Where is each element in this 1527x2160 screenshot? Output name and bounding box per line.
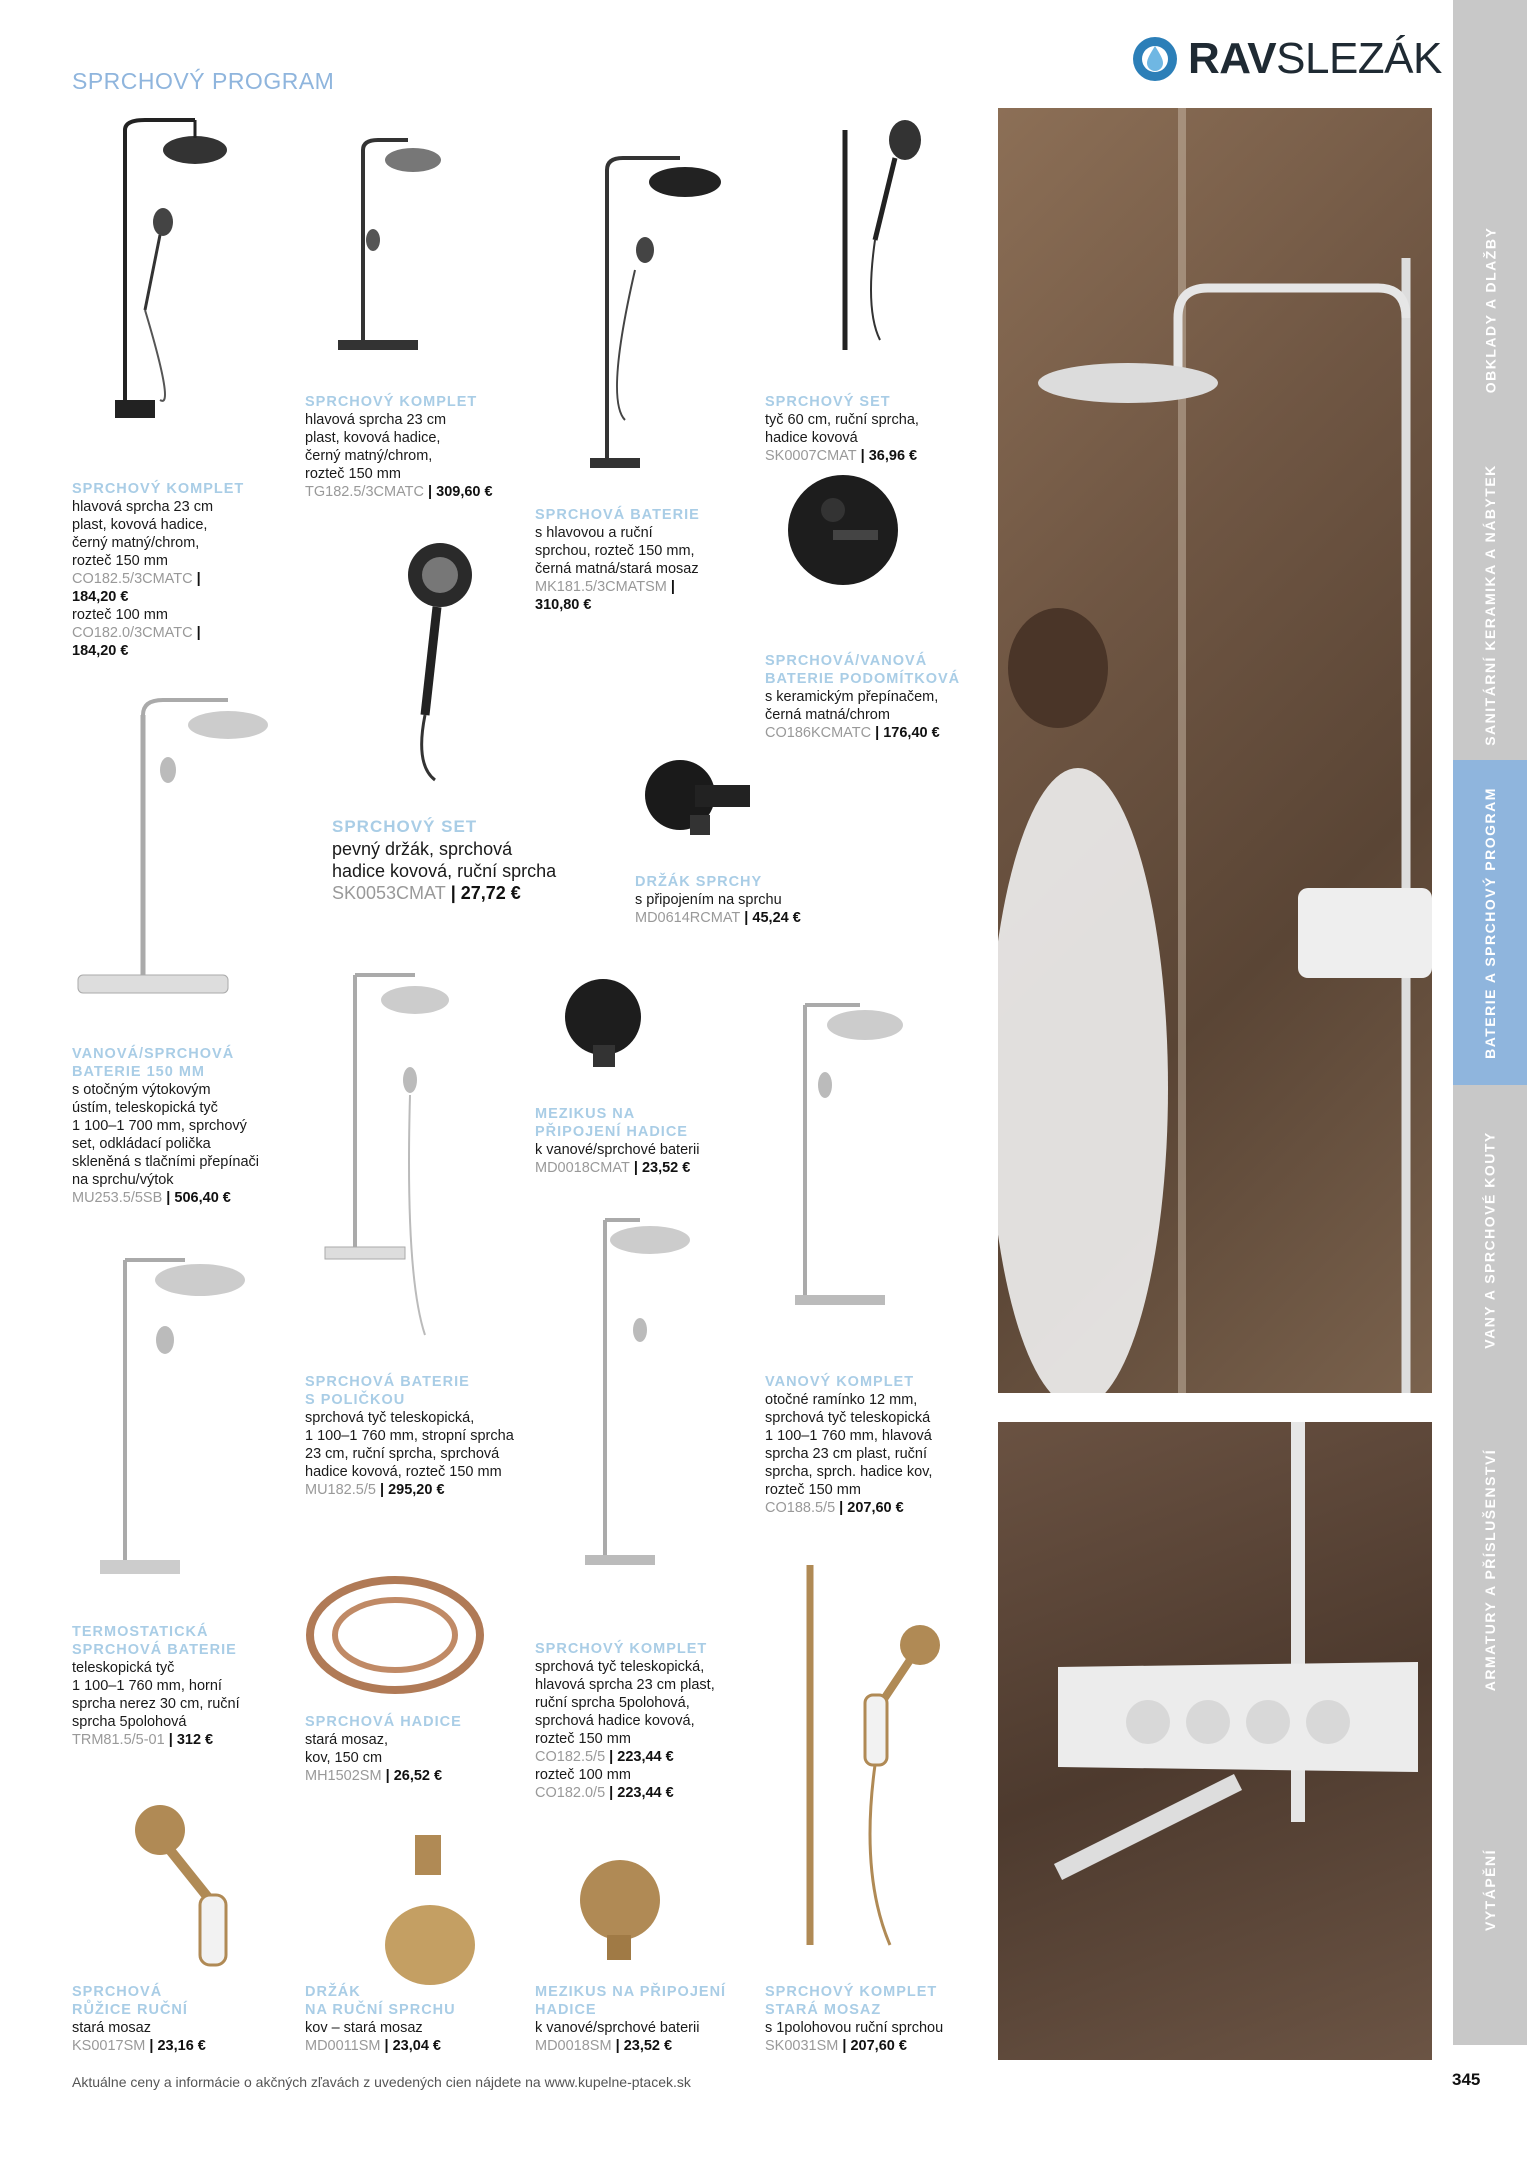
tab-keramika[interactable] <box>1453 440 1527 770</box>
product-desc: 1 100–1 760 mm, stropní sprcha <box>305 1428 514 1444</box>
product-desc: 23 cm, ruční sprcha, sprchová <box>305 1446 500 1462</box>
product-price-line <box>535 1159 699 1177</box>
product-desc: sprcha, sprch. hadice kov, <box>765 1464 933 1480</box>
product-desc: sprcha 5polohová <box>72 1714 187 1730</box>
product-code: SK0031SM <box>765 2038 839 2054</box>
price-separator: | <box>856 448 869 464</box>
product-code: MD0614RCMAT <box>635 910 741 926</box>
product-price: 223,44 € <box>617 1785 674 1801</box>
price-separator: | <box>835 1500 848 1516</box>
tab-label: OBKLADY A DLAŽBY <box>1482 226 1498 394</box>
product-desc: s 1polohovou ruční sprchou <box>765 2020 944 2036</box>
tab-label: ARMATURY A PŘÍSLUŠENSTVÍ <box>1482 1448 1499 1692</box>
product-desc: stará mosaz, <box>305 1732 388 1748</box>
price-separator: | <box>145 2038 158 2054</box>
product-code: TG182.5/3CMATC <box>305 484 424 500</box>
product-card <box>72 480 244 660</box>
product-image-shower-column <box>318 130 458 360</box>
price-separator: | <box>666 579 675 595</box>
product-desc: tyč 60 cm, ruční sprcha, <box>765 412 919 428</box>
product-price: 45,24 € <box>752 910 801 926</box>
product-code: CO182.0/3CMATC <box>72 625 193 641</box>
price-separator: | <box>380 2038 393 2054</box>
product-image-shower-column <box>85 110 235 460</box>
product-name: BATERIE 150 MM <box>72 1064 205 1080</box>
product-desc: ústím, teleskopická tyč <box>72 1100 218 1116</box>
product-card <box>765 652 960 742</box>
product-price: 309,60 € <box>436 484 493 500</box>
product-price-line <box>635 909 801 927</box>
product-name: SPRCHOVÝ KOMPLET <box>72 481 245 497</box>
product-name: SPRCHOVÁ <box>72 1984 163 2000</box>
product-image-shower-hose <box>295 1565 495 1715</box>
product-price: 295,20 € <box>388 1482 445 1498</box>
tab-label: VANY A SPRCHOVÉ KOUTY <box>1482 1131 1499 1349</box>
product-image-shower-shelf <box>315 955 465 1345</box>
price-separator: | <box>445 883 461 903</box>
price-separator: | <box>740 910 753 926</box>
product-name: MEZIKUS NA <box>535 1106 636 1122</box>
price-separator: | <box>871 725 884 741</box>
product-price-line <box>305 1767 462 1785</box>
product-desc: černý matný/chrom, <box>305 448 433 464</box>
product-desc: plast, kovová hadice, <box>72 517 208 533</box>
price-separator: | <box>838 2038 851 2054</box>
product-price: 223,44 € <box>617 1749 674 1765</box>
product-card <box>535 1640 715 1802</box>
product-name: SPRCHOVÁ BATERIE <box>305 1374 470 1390</box>
product-code: MH1502SM <box>305 1768 382 1784</box>
product-name: MEZIKUS NA PŘIPOJENÍ <box>535 1984 727 2000</box>
price-separator: | <box>375 1482 389 1498</box>
product-name: SPRCHOVÝ KOMPLET <box>305 394 478 410</box>
product-price: 23,52 € <box>623 2038 673 2054</box>
product-code: CO182.5/3CMATC <box>72 571 193 587</box>
product-image-brass-elbow <box>572 1855 667 1965</box>
product-desc: rozteč 150 mm <box>305 466 401 482</box>
product-desc: sprchová hadice kovová, <box>535 1713 695 1729</box>
product-code: CO182.0/5 <box>535 1785 606 1801</box>
product-desc: stará mosaz <box>72 2020 151 2036</box>
product-desc: s hlavovou a ruční <box>535 525 653 541</box>
product-code: SK0007CMAT <box>765 448 857 464</box>
product-name: DRŽÁK SPRCHY <box>635 874 763 890</box>
product-desc: sprcha 23 cm plast, ruční <box>765 1446 927 1462</box>
product-card <box>765 1373 932 1517</box>
product-desc: černý matný/chrom, <box>72 535 200 551</box>
product-price-line <box>535 2037 726 2055</box>
product-desc: kov – stará mosaz <box>305 2020 423 2036</box>
product-card <box>765 1983 943 2055</box>
product-desc: hadice kovová, rozteč 150 mm <box>305 1464 502 1480</box>
product-card <box>305 393 493 501</box>
category-sidebar <box>1453 0 1527 2045</box>
footer-note: Aktuálne ceny a informácie o akčných zľavách z uvedených cien nájdete na www.kupelne-ptacek.sk <box>72 2074 691 2090</box>
product-image-brass-set <box>770 1545 970 1965</box>
product-name: STARÁ MOSAZ <box>765 2002 882 2018</box>
product-desc: rozteč 100 mm <box>72 607 168 623</box>
tab-baterie[interactable] <box>1453 760 1527 1085</box>
product-desc: rozteč 150 mm <box>72 553 168 569</box>
product-name: SPRCHOVÁ HADICE <box>305 1714 462 1730</box>
product-price-line <box>765 1499 932 1517</box>
product-price: 26,52 € <box>393 1768 443 1784</box>
tab-label: SANITÁRNÍ KERAMIKA A NÁBYTEK <box>1482 464 1498 746</box>
product-desc: sprchová tyč teleskopická, <box>535 1659 705 1675</box>
product-desc: 1 100–1 760 mm, horní <box>72 1678 222 1694</box>
product-price: 36,96 € <box>868 448 918 464</box>
product-desc: plast, kovová hadice, <box>305 430 441 446</box>
product-price-line <box>305 2037 456 2055</box>
product-desc: s připojením na sprchu <box>635 892 782 908</box>
logo-light: SLEZÁK <box>1276 34 1442 83</box>
product-image-brass-holder <box>375 1825 485 1995</box>
product-desc: rozteč 150 mm <box>535 1731 631 1747</box>
product-card <box>72 1623 240 1749</box>
product-code: MK181.5/3CMATSM <box>535 579 667 595</box>
product-desc: 1 100–1 700 mm, sprchový <box>72 1118 247 1134</box>
product-desc: hlavová sprcha 23 cm <box>305 412 447 428</box>
product-desc: otočné ramínko 12 mm, <box>765 1392 918 1408</box>
product-name: SPRCHOVÝ SET <box>332 817 478 836</box>
product-image-hand-shower <box>385 535 495 785</box>
product-image-shower-column <box>565 1200 695 1600</box>
tab-vytapeni[interactable] <box>1453 1800 1527 1980</box>
product-price: 312 € <box>176 1732 214 1748</box>
price-separator: | <box>164 1732 177 1748</box>
product-price: 184,20 € <box>72 589 129 605</box>
product-desc: černá matná/chrom <box>765 707 890 723</box>
brand-logo <box>1130 34 1442 84</box>
product-image-bath-column <box>68 685 288 1035</box>
product-name: PŘIPOJENÍ HADICE <box>535 1124 688 1140</box>
product-card <box>332 816 556 904</box>
product-desc: na sprchu/výtok <box>72 1172 174 1188</box>
lifestyle-photo-bath <box>998 1422 1432 2060</box>
product-desc: set, odkládací polička <box>72 1136 211 1152</box>
product-price: 23,52 € <box>641 1160 691 1176</box>
product-price: 506,40 € <box>174 1190 231 1206</box>
price-separator: | <box>611 2038 624 2054</box>
product-price: 310,80 € <box>535 597 592 613</box>
product-price-line <box>535 1784 715 1802</box>
product-price-line <box>765 724 960 742</box>
product-image-wall-elbow <box>558 975 648 1070</box>
product-card <box>535 506 700 614</box>
product-price-line <box>332 882 556 904</box>
product-desc: k vanové/sprchové baterii <box>535 1142 700 1158</box>
product-code: MU182.5/5 <box>305 1482 376 1498</box>
price-separator: | <box>605 1749 618 1765</box>
tab-vany[interactable] <box>1453 1090 1527 1390</box>
product-desc: sprchou, rozteč 150 mm, <box>535 543 695 559</box>
product-name: RŮŽICE RUČNÍ <box>72 2002 188 2018</box>
product-code: TRM81.5/5-01 <box>72 1732 165 1748</box>
product-price-line <box>72 570 244 588</box>
product-card <box>535 1983 726 2055</box>
product-code: CO182.5/5 <box>535 1749 606 1765</box>
product-image-bath-set <box>765 985 925 1325</box>
product-desc: pevný držák, sprchová <box>332 839 513 859</box>
product-desc: ruční sprcha 5polohová, <box>535 1695 690 1711</box>
product-name: SPRCHOVÁ BATERIE <box>535 507 700 523</box>
product-desc: s otočným výtokovým <box>72 1082 211 1098</box>
product-desc: sprchová tyč teleskopická <box>765 1410 931 1426</box>
product-price-line <box>535 1748 715 1766</box>
product-desc: černá matná/stará mosaz <box>535 561 699 577</box>
tab-label: VYTÁPĚNÍ <box>1482 1848 1499 1932</box>
product-price: 27,72 € <box>460 883 521 903</box>
product-image-shower-holder <box>640 755 760 845</box>
product-price-line <box>72 1731 240 1749</box>
product-price-line <box>305 1481 514 1499</box>
product-desc: rozteč 100 mm <box>535 1767 631 1783</box>
product-image-shower-battery <box>565 140 725 480</box>
product-desc: sprcha nerez 30 cm, ruční <box>72 1696 240 1712</box>
price-separator: | <box>162 1190 175 1206</box>
product-code: MD0018CMAT <box>535 1160 630 1176</box>
product-desc: hlavová sprcha 23 cm plast, <box>535 1677 715 1693</box>
product-desc: kov, 150 cm <box>305 1750 383 1766</box>
product-card <box>765 393 919 465</box>
product-price: 23,16 € <box>157 2038 206 2054</box>
product-desc: k vanové/sprchové baterii <box>535 2020 700 2036</box>
tab-obklady[interactable] <box>1453 160 1527 460</box>
product-name: S POLIČKOU <box>305 1392 406 1408</box>
product-desc: s keramickým přepínačem, <box>765 689 939 705</box>
product-desc: sprchová tyč teleskopická, <box>305 1410 475 1426</box>
page-number: 345 <box>1452 2070 1481 2089</box>
section-title: SPRCHOVÝ PROGRAM <box>72 68 335 94</box>
product-price: 184,20 € <box>72 643 129 659</box>
product-price: 23,04 € <box>392 2038 441 2054</box>
water-drop-icon <box>1130 34 1180 84</box>
product-desc: teleskopická tyč <box>72 1660 175 1676</box>
product-price-line <box>305 483 493 501</box>
product-code: CO188.5/5 <box>765 1500 836 1516</box>
product-price-line <box>765 447 919 465</box>
product-name: SPRCHOVÁ BATERIE <box>72 1642 237 1658</box>
product-code: MD0011SM <box>305 2038 381 2054</box>
product-name: BATERIE PODOMÍTKOVÁ <box>765 671 961 687</box>
product-card <box>305 1983 456 2055</box>
product-image-shower-set <box>825 110 935 370</box>
product-card <box>72 1045 259 1207</box>
price-separator: | <box>629 1160 642 1176</box>
product-card <box>635 873 801 927</box>
product-name: SPRCHOVÝ SET <box>765 394 891 410</box>
product-price-line <box>72 2037 206 2055</box>
product-desc: hlavová sprcha 23 cm <box>72 499 214 515</box>
product-card <box>305 1713 462 1785</box>
product-code: MD0018SM <box>535 2038 612 2054</box>
product-name: SPRCHOVÝ KOMPLET <box>535 1641 708 1657</box>
product-desc: hadice kovová <box>765 430 858 446</box>
price-separator: | <box>192 571 201 587</box>
product-name: HADICE <box>535 2002 597 2018</box>
product-name: VANOVÁ/SPRCHOVÁ <box>72 1046 235 1062</box>
product-name: SPRCHOVÁ/VANOVÁ <box>765 653 928 669</box>
product-image-thermostatic <box>85 1240 265 1600</box>
product-name: NA RUČNÍ SPRCHU <box>305 2002 456 2018</box>
product-image-concealed-battery <box>778 455 908 605</box>
product-card <box>535 1105 699 1177</box>
product-price: 207,60 € <box>850 2038 907 2054</box>
tab-armatury[interactable] <box>1453 1405 1527 1735</box>
product-price: 176,40 € <box>883 725 940 741</box>
logo-bold: RAV <box>1188 34 1277 83</box>
product-price-line <box>72 624 244 642</box>
price-separator: | <box>192 625 201 641</box>
lifestyle-photo-shower <box>998 108 1432 1393</box>
product-price: 207,60 € <box>847 1500 904 1516</box>
product-price-line <box>765 2037 943 2055</box>
product-desc: hadice kovová, ruční sprcha <box>332 861 557 881</box>
product-name: DRŽÁK <box>305 1984 361 2000</box>
product-code: MU253.5/5SB <box>72 1190 163 1206</box>
product-name: VANOVÝ KOMPLET <box>765 1374 915 1390</box>
product-card <box>305 1373 514 1499</box>
product-price-line <box>72 1189 259 1207</box>
product-desc: rozteč 150 mm <box>765 1482 861 1498</box>
price-separator: | <box>381 1768 394 1784</box>
price-separator: | <box>605 1785 618 1801</box>
tab-label: BATERIE A SPRCHOVÝ PROGRAM <box>1482 786 1498 1059</box>
product-price-line <box>535 578 700 596</box>
product-code: KS0017SM <box>72 2038 146 2054</box>
product-image-brass-hand-shower <box>125 1800 255 1985</box>
product-desc: 1 100–1 760 mm, hlavová <box>765 1428 932 1444</box>
product-desc: skleněná s tlačními přepínači <box>72 1154 259 1170</box>
product-card <box>72 1983 206 2055</box>
product-code: CO186KCMATC <box>765 725 872 741</box>
product-name: TERMOSTATICKÁ <box>72 1624 209 1640</box>
product-name: SPRCHOVÝ KOMPLET <box>765 1984 938 2000</box>
price-separator: | <box>424 484 437 500</box>
product-code: SK0053CMAT <box>332 883 446 903</box>
